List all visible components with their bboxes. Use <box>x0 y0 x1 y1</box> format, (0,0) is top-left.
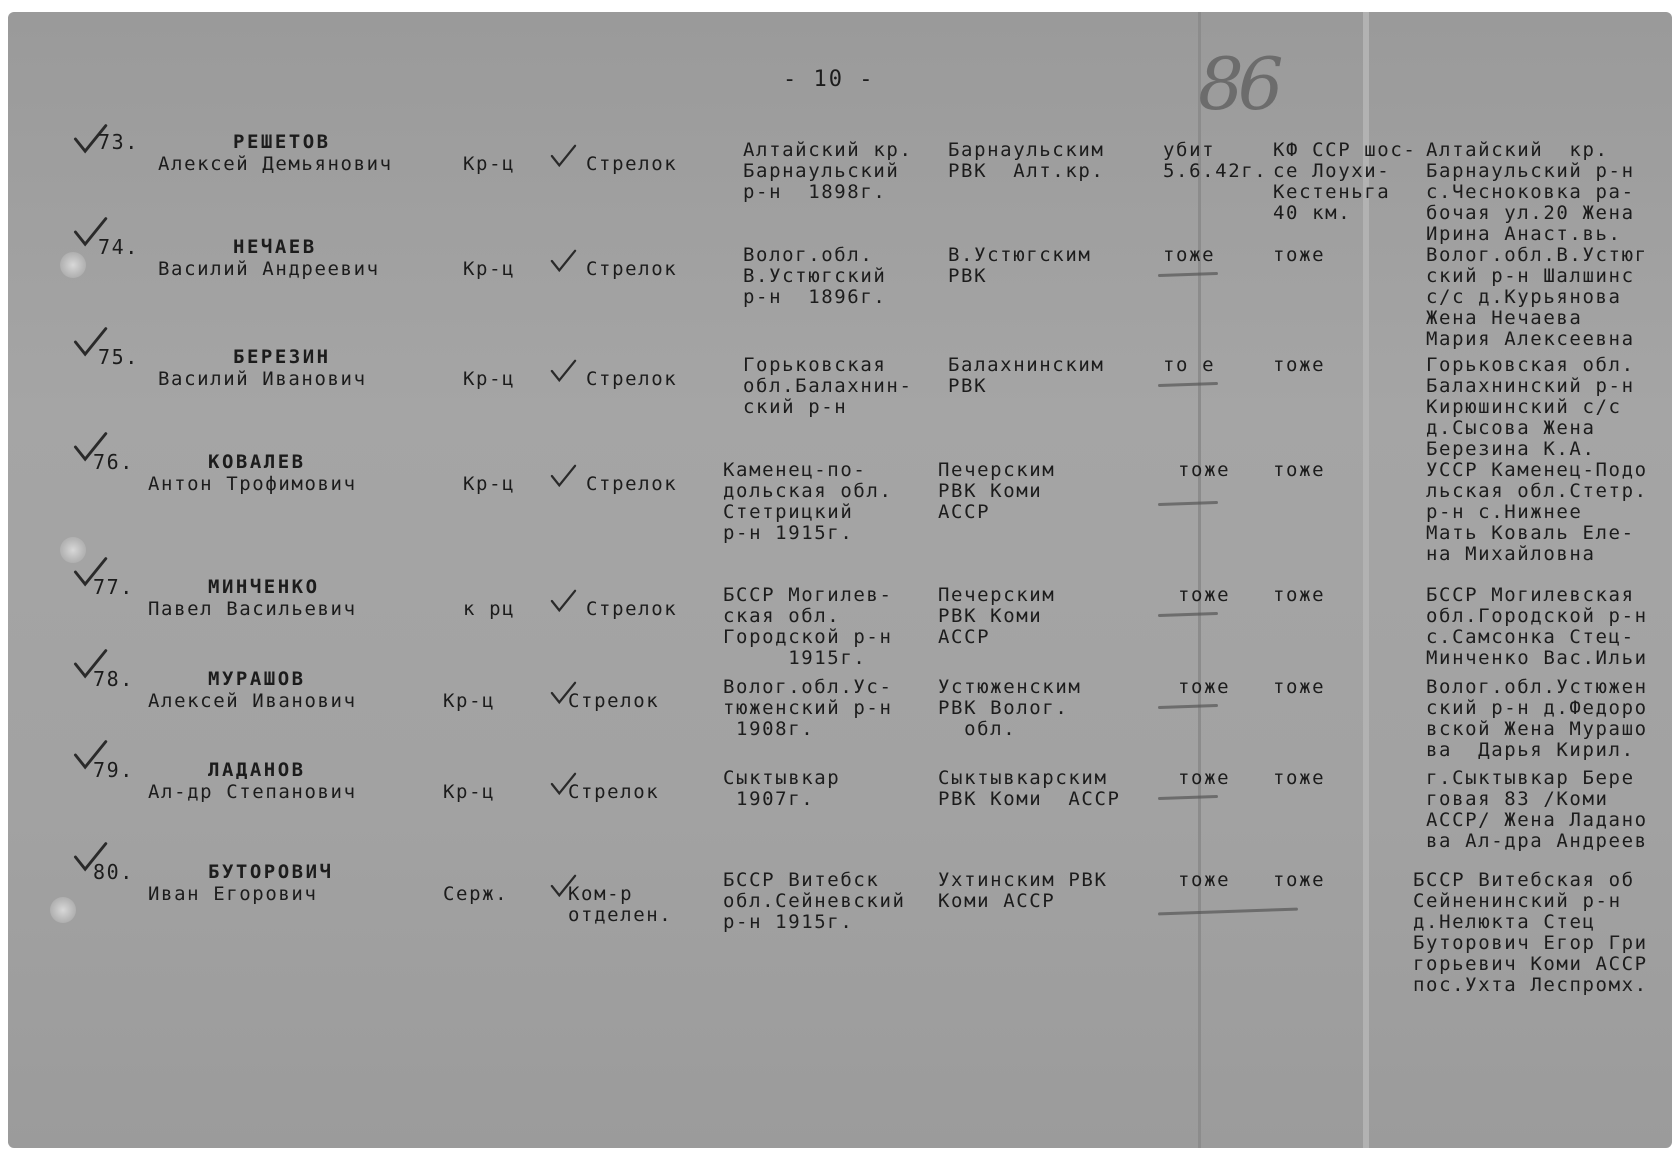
draft-office: Сыктывкарским РВК Коми АССР <box>938 767 1121 810</box>
pencil-underline <box>1158 704 1218 709</box>
burial-place: тоже <box>1273 584 1326 606</box>
surname: КОВАЛЕВ <box>208 451 306 473</box>
military-position: Стрелок <box>568 781 660 803</box>
list-entry <box>8 577 1672 677</box>
birthplace-year: Волог.обл. В.Устюгский р-н 1896г. <box>743 244 887 308</box>
given-names: Антон Трофимович <box>148 473 357 495</box>
checkmark-icon <box>550 142 576 170</box>
military-position: Стрелок <box>586 258 678 280</box>
surname: БЕРЕЗИН <box>233 346 331 368</box>
next-of-kin: г.Сыктывкар Бере говая 83 /Коми АССР/ Жена Ладано ва Ал-дра Андреев <box>1426 767 1648 852</box>
loss-status: тоже <box>1178 869 1231 891</box>
surname: НЕЧАЕВ <box>233 236 317 258</box>
military-position: Стрелок <box>586 598 678 620</box>
military-rank: Кр-ц <box>463 153 516 175</box>
loss-status: тоже <box>1178 459 1231 481</box>
next-of-kin: Горьковская обл. Балахнинский р-н Кирюшинский с/с д.Сысова Жена Березина К.А. <box>1426 354 1635 460</box>
given-names: Василий Андреевич <box>158 258 380 280</box>
entry-number: 73. <box>98 130 139 154</box>
list-entry <box>8 669 1672 769</box>
birthplace-year: Волог.обл.Ус- тюженский р-н 1908г. <box>723 676 893 740</box>
given-names: Алексей Иванович <box>148 690 357 712</box>
pencil-underline <box>1158 272 1218 277</box>
birthplace-year: Горьковская обл.Балахнин- ский р-н <box>743 354 913 418</box>
military-rank: Кр-ц <box>443 781 496 803</box>
military-position: Стрелок <box>586 153 678 175</box>
entry-number: 75. <box>98 345 139 369</box>
list-entry <box>8 130 1672 245</box>
loss-status: тоже <box>1178 676 1231 698</box>
entry-number: 77. <box>93 575 134 599</box>
surname: РЕШЕТОВ <box>233 131 331 153</box>
list-entry <box>8 860 1672 996</box>
military-rank: Кр-ц <box>443 690 496 712</box>
given-names: Алексей Демьянович <box>158 153 393 175</box>
given-names: Павел Васильевич <box>148 598 357 620</box>
birthplace-year: Сыктывкар 1907г. <box>723 767 841 810</box>
burial-place: тоже <box>1273 869 1326 891</box>
draft-office: Устюженским РВК Волог. обл. <box>938 676 1082 740</box>
entry-number: 74. <box>98 235 139 259</box>
next-of-kin: Волог.обл.В.Устюг ский р-н Шалшинс с/с д.Курьянова Жена Нечаева Мария Алексеевна <box>1426 244 1648 350</box>
next-of-kin: Алтайский кр. Барнаульский р-н с.Чесноковка ра- бочая ул.20 Жена Ирина Анаст.вь. <box>1426 139 1635 245</box>
military-rank: Кр-ц <box>463 258 516 280</box>
given-names: Иван Егорович <box>148 883 318 905</box>
birthplace-year: Алтайский кр. Барнаульский р-н 1898г. <box>743 139 913 203</box>
military-rank: Кр-ц <box>463 473 516 495</box>
military-rank: Кр-ц <box>463 368 516 390</box>
burial-place: КФ ССР шос- се Лоухи- Кестеньга 40 км. <box>1273 139 1417 224</box>
pencil-underline <box>1158 908 1298 916</box>
military-position: Стрелок <box>586 368 678 390</box>
given-names: Ал-др Степанович <box>148 781 357 803</box>
list-entry <box>8 345 1672 460</box>
next-of-kin: УССР Каменец-Подо льская обл.Стетр. р-н с.Нижнее Мать Коваль Еле- на Михайловна <box>1426 459 1648 565</box>
loss-status: тоже <box>1178 767 1231 789</box>
birthplace-year: Каменец-по- дольская обл. Стетрицкий р-н 1915г. <box>723 459 893 544</box>
loss-status: убит 5.6.42г. <box>1163 139 1268 182</box>
entry-number: 80. <box>93 860 134 884</box>
surname: МИНЧЕНКО <box>208 576 320 598</box>
military-rank: Серж. <box>443 883 509 905</box>
checkmark-icon <box>550 247 576 275</box>
next-of-kin: Волог.обл.Устюжен ский р-н д.Федоро вской Жена Мурашо ва Дарья Кирил. <box>1426 676 1648 761</box>
checkmark-icon <box>550 462 576 490</box>
birthplace-year: БССР Могилев- ская обл. Городской р-н 1915г. <box>723 584 893 669</box>
entry-number: 79. <box>93 758 134 782</box>
given-names: Василий Иванович <box>158 368 367 390</box>
burial-place: тоже <box>1273 244 1326 266</box>
next-of-kin: БССР Могилевская обл.Городской р-н с.Самсонка Стец- Минченко Вас.Ильи <box>1426 584 1648 669</box>
list-entry <box>8 235 1672 350</box>
list-entry <box>8 450 1672 565</box>
pencil-underline <box>1158 612 1218 617</box>
draft-office: Барнаульским РВК Алт.кр. <box>948 139 1105 182</box>
burial-place: тоже <box>1273 459 1326 481</box>
military-position: Стрелок <box>586 473 678 495</box>
loss-status: тоже <box>1163 244 1216 266</box>
document-page <box>8 12 1672 1148</box>
military-rank: к рц <box>463 598 516 620</box>
burial-place: тоже <box>1273 676 1326 698</box>
loss-status: то е <box>1163 354 1216 376</box>
draft-office: Печерским РВК Коми АССР <box>938 459 1056 523</box>
military-position: Стрелок <box>568 690 660 712</box>
list-entry <box>8 760 1672 860</box>
pencil-underline <box>1158 795 1218 800</box>
birthplace-year: БССР Витебск обл.Сейневский р-н 1915г. <box>723 869 906 933</box>
burial-place: тоже <box>1273 767 1326 789</box>
surname: БУТОРОВИЧ <box>208 861 334 883</box>
archive-number-mark: 86 <box>1198 42 1278 126</box>
page-number: - 10 - <box>783 67 875 92</box>
draft-office: В.Устюгским РВК <box>948 244 1092 287</box>
checkmark-icon <box>550 357 576 385</box>
loss-status: тоже <box>1178 584 1231 606</box>
surname: ЛАДАНОВ <box>208 759 306 781</box>
pencil-underline <box>1158 501 1218 506</box>
entry-number: 78. <box>93 667 134 691</box>
military-position: Ком-р отделен. <box>568 883 673 926</box>
pencil-underline <box>1158 382 1218 387</box>
surname: МУРАШОВ <box>208 668 306 690</box>
next-of-kin: БССР Витебская об Сейненинский р-н д.Нелюкта Стец Буторович Егор Гри горьевич Коми АССР пос.Ухта Леспромх. <box>1413 869 1648 996</box>
draft-office: Ухтинским РВК Коми АССР <box>938 869 1108 912</box>
entry-number: 76. <box>93 450 134 474</box>
draft-office: Печерским РВК Коми АССР <box>938 584 1056 648</box>
burial-place: тоже <box>1273 354 1326 376</box>
draft-office: Балахнинским РВК <box>948 354 1105 397</box>
checkmark-icon <box>550 587 576 615</box>
